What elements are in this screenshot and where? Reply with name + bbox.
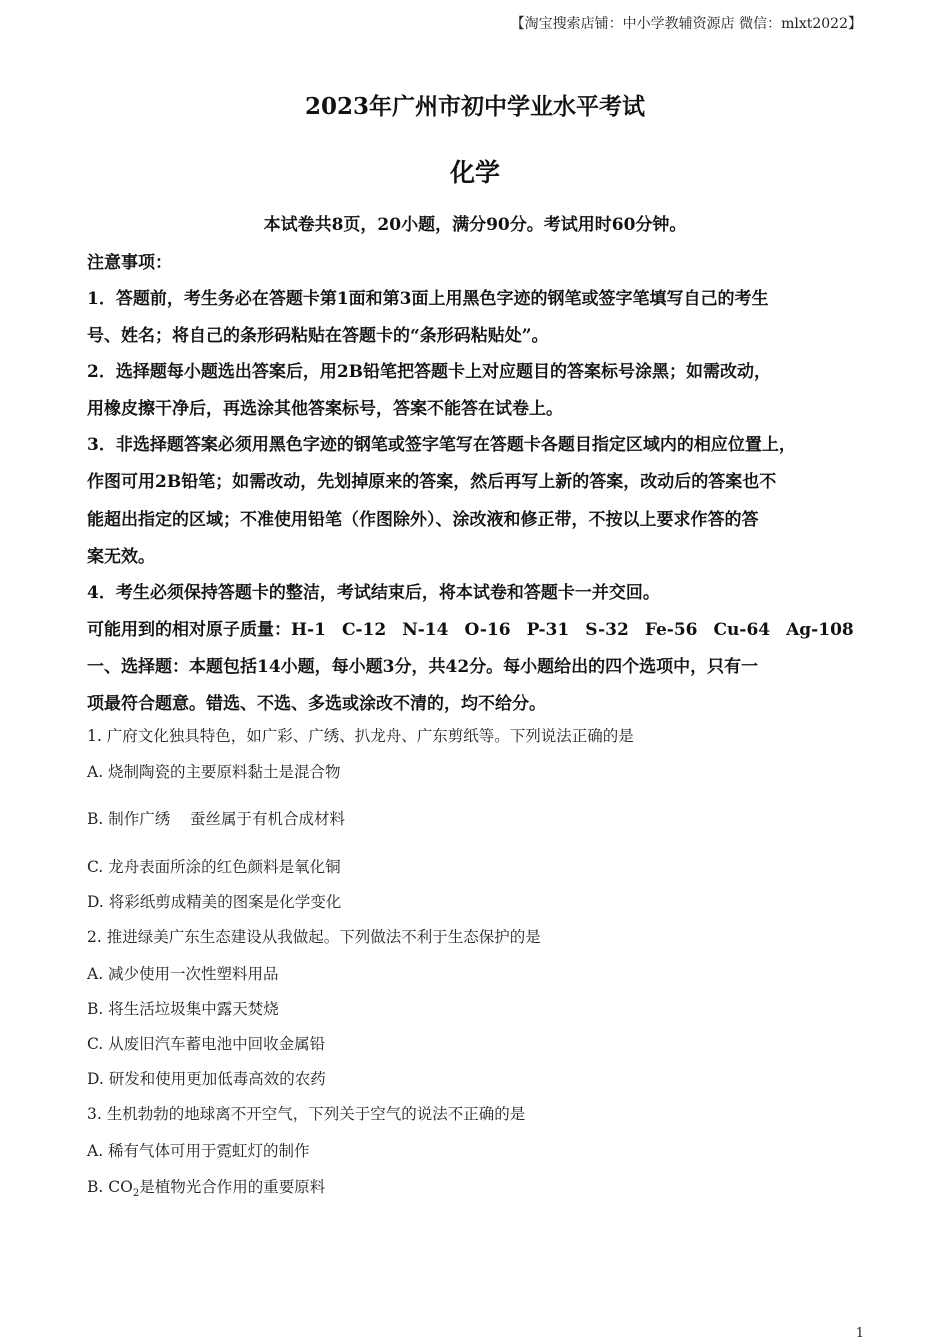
note-line: 号、姓名；将自己的条形码粘贴在答题卡的“条形码粘贴处”。	[87, 326, 549, 346]
q2-stem: 2. 推进绿美广东生态建设从我做起。下列做法不利于生态保护的是	[87, 928, 541, 946]
q2-option-d: D. 研发和使用更加低毒高效的农药	[87, 1070, 326, 1088]
atomic-mass-item: N-14	[402, 620, 449, 640]
exam-title: 2023年广州市初中学业水平考试	[304, 93, 645, 120]
q1-option-b: B. 制作广绣 蚕丝属于有机合成材料	[87, 810, 345, 828]
note-line: 1．答题前，考生务必在答题卡第1面和第3面上用黑色字迹的钢笔或签字笔填写自己的考生	[87, 289, 769, 309]
note-line: 案无效。	[87, 547, 155, 567]
q2-option-c: C. 从废旧汽车蓄电池中回收金属铅	[87, 1035, 326, 1053]
atomic-mass-item: C-12	[341, 620, 387, 640]
q1-stem: 1. 广府文化独具特色，如广彩、广绣、扒龙舟、广东剪纸等。下列说法正确的是	[87, 727, 634, 745]
atomic-mass-item: Cu-64	[713, 620, 771, 640]
note-line: 作图可用2B铅笔；如需改动，先划掉原来的答案，然后再写上新的答案，改动后的答案也不	[87, 472, 777, 492]
atomic-mass-item: Ag-108	[786, 620, 854, 640]
section1-instruction: 一、选择题：本题包括14小题，每小题3分，共42分。每小题给出的四个选项中，只有一	[87, 657, 759, 677]
q3-option-b-prefix: B. CO	[87, 1178, 133, 1196]
shop-header-note: 【淘宝搜索店铺：中小学教辅资源店 微信：mlxt2022】	[510, 16, 862, 32]
atomic-mass-item: O-16	[464, 620, 511, 640]
q3-option-b-text: 是植物光合作用的重要原料	[139, 1178, 326, 1196]
atomic-mass-item: S-32	[585, 620, 629, 640]
atomic-mass-line	[87, 615, 854, 640]
q1-option-a: A. 烧制陶瓷的主要原料黏土是混合物	[87, 763, 341, 781]
atomic-mass-item: H-1	[291, 620, 326, 640]
q1-option-c: C. 龙舟表面所涂的红色颜料是氧化铜	[87, 858, 341, 876]
atomic-mass-item: P-31	[526, 620, 570, 640]
q3-option-b	[87, 1175, 325, 1199]
subject-title: 化学	[449, 158, 500, 187]
page-number: 1	[855, 1326, 864, 1341]
note-line: 4．考生必须保持答题卡的整洁，考试结束后，将本试卷和答题卡一并交回。	[87, 583, 660, 603]
q3-option-a: A. 稀有气体可用于霓虹灯的制作	[87, 1142, 310, 1160]
atomic-mass-label: 可能用到的相对原子质量：	[87, 620, 291, 640]
atomic-mass-item: Fe-56	[644, 620, 698, 640]
q3-stem: 3. 生机勃勃的地球离不开空气，下列关于空气的说法不正确的是	[87, 1105, 526, 1123]
note-line: 用橡皮擦干净后，再选涂其他答案标号，答案不能答在试卷上。	[87, 399, 563, 419]
q1-option-d: D. 将彩纸剪成精美的图案是化学变化	[87, 893, 342, 911]
subscript-two: 2	[132, 1188, 140, 1200]
q2-option-b: B. 将生活垃圾集中露天焚烧	[87, 1000, 279, 1018]
q2-option-a: A. 减少使用一次性塑料用品	[87, 965, 279, 983]
note-line: 3．非选择题答案必须用黑色字迹的钢笔或签字笔写在答题卡各题目指定区域内的相应位置上，	[87, 435, 796, 455]
note-line: 2．选择题每小题选出答案后，用2B铅笔把答题卡上对应题目的答案标号涂黑；如需改动，	[87, 362, 772, 382]
exam-info: 本试卷共8页，20小题，满分90分。考试用时60分钟。	[263, 215, 687, 235]
note-line: 能超出指定的区域；不准使用铅笔（作图除外）、涂改液和修正带，不按以上要求作答的答	[87, 510, 759, 530]
notes-heading: 注意事项：	[87, 253, 172, 273]
section1-instruction: 项最符合题意。错选、不选、多选或涂改不清的，均不给分。	[87, 694, 546, 714]
